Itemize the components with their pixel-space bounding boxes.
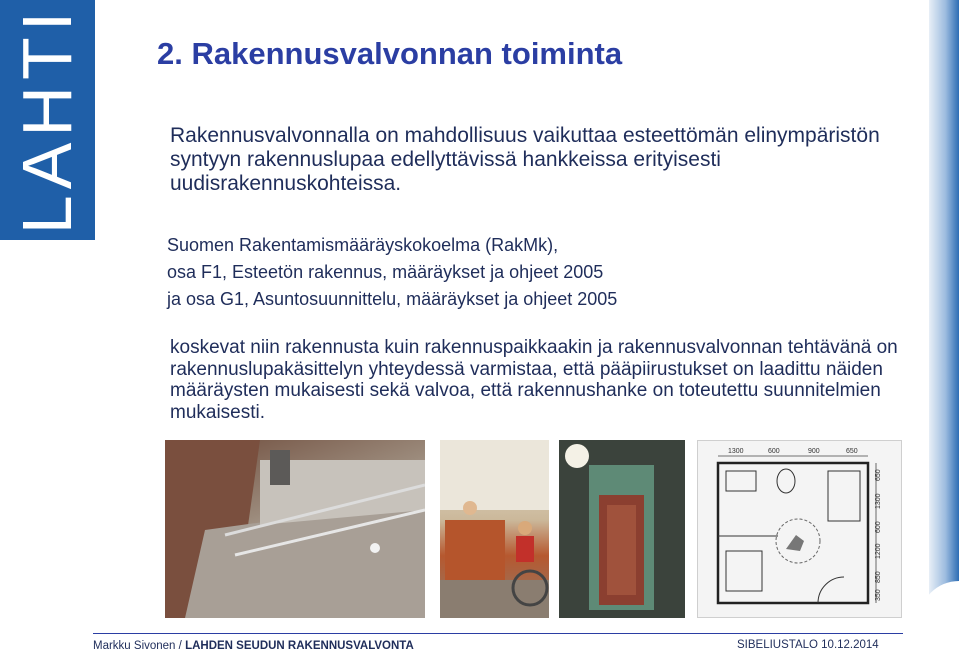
footer-venue-date: SIBELIUSTALO 10.12.2014 xyxy=(737,639,879,651)
reference-line: osa F1, Esteetön rakennus, määräykset ja ohjeet 2005 xyxy=(167,262,604,282)
dim-right: 1200 xyxy=(875,543,882,559)
footer-organization: LAHDEN SEUDUN RAKENNUSVALVONTA xyxy=(185,640,414,652)
dim-right: 350 xyxy=(875,589,882,601)
footer-author xyxy=(93,640,414,652)
dim-right: 1300 xyxy=(875,493,882,509)
floor-plan-drawing xyxy=(697,440,902,618)
wheelchair-counter-photo xyxy=(440,440,549,618)
responsibility-paragraph: koskevat niin rakennusta kuin rakennuspaikkaakin ja rakennusvalvonnan tehtävänä on rakennuslupakäsittelyn yhteydessä varmistaa, että pääpiirustukset on laadittu näiden määräysten mukaisesti sekä valvoa, että rakennushanke on toteutettu suunnitelmien mukaisesti. xyxy=(170,337,898,423)
regulation-references xyxy=(167,232,887,313)
ramp-photo xyxy=(165,440,425,618)
lift-photo xyxy=(559,440,685,618)
lahti-logo xyxy=(0,0,95,240)
slide-title: 2. Rakennusvalvonnan toiminta xyxy=(157,36,623,71)
dim-top: 600 xyxy=(768,448,780,455)
dim-right: 600 xyxy=(875,521,882,533)
dim-top: 650 xyxy=(846,448,858,455)
dim-top: 1300 xyxy=(728,448,744,455)
reference-line: Suomen Rakentamismääräyskokoelma (RakMk), xyxy=(167,235,559,255)
logo-text: LAHTI xyxy=(8,5,86,235)
author-name: Markku Sivonen xyxy=(93,640,176,652)
dim-top: 900 xyxy=(808,448,820,455)
reference-line: ja osa G1, Asuntosuunnittelu, määräykset ja ohjeet 2005 xyxy=(167,289,618,309)
dim-right: 850 xyxy=(875,571,882,583)
dim-right: 650 xyxy=(875,469,882,481)
intro-paragraph: Rakennusvalvonnalla on mahdollisuus vaikuttaa esteettömän elinympäristön syntyyn rakennuslupaa edellyttävissä hankkeissa erityisesti uudisrakennuskohteissa. xyxy=(170,124,880,195)
footer-separator: / xyxy=(175,640,186,652)
footer-divider xyxy=(93,633,903,634)
decorative-right-strip xyxy=(929,0,959,671)
